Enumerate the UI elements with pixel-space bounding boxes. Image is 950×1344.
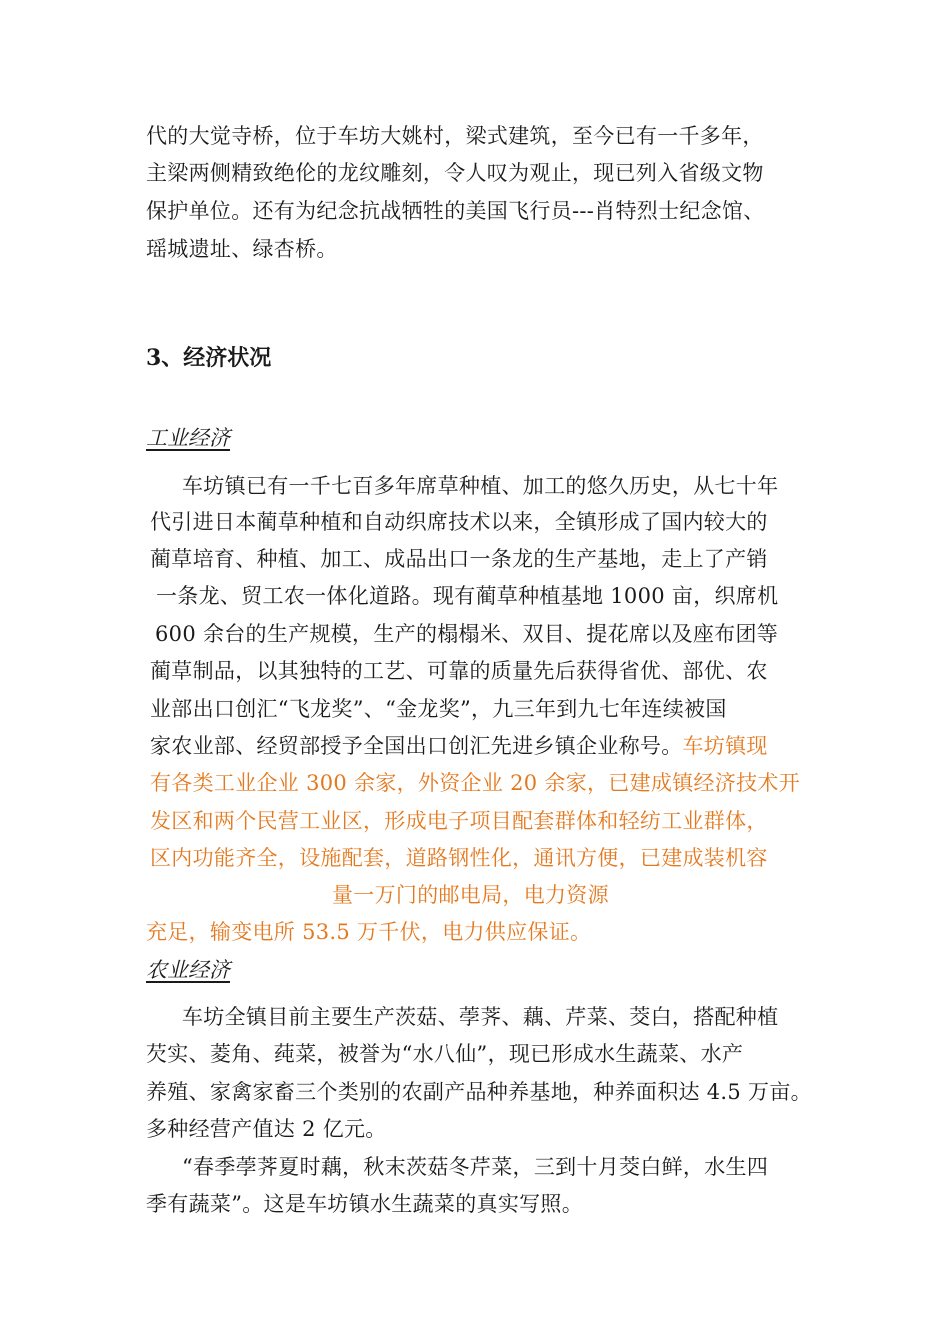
industry-line-3: 蔺草培育、种植、加工、成品出口一条龙的生产基地，走上了产销 (150, 547, 768, 571)
industry-highlight-line-3: 区内功能齐全，设施配套，道路钢性化，通讯方便，已建成装机容 (150, 846, 768, 870)
industry-line-8-text: 家农业部、经贸部授予全国出口创汇先进乡镇企业称号。 (150, 734, 683, 758)
industry-highlight-line-5: 充足，输变电所 53.5 万千伏，电力供应保证。 (146, 920, 592, 944)
intro-line-3: 保护单位。还有为纪念抗战牺牲的美国飞行员---肖特烈士纪念馆、 (146, 199, 765, 223)
industry-line-7: 业部出口创汇“飞龙奖”、“金龙奖”，九三年到九七年连续被国 (150, 697, 727, 721)
agriculture-line-2: 芡实、菱角、莼菜，被誉为“水八仙”，现已形成水生蔬菜、水产 (146, 1042, 744, 1066)
intro-line-1: 代的大觉寺桥，位于车坊大姚村，梁式建筑，至今已有一千多年， (146, 124, 764, 148)
industry-line-2: 代引进日本蔺草种植和自动织席技术以来，全镇形成了国内较大的 (150, 510, 768, 534)
industry-line-5: 600 余台的生产规模，生产的榻榻米、双目、提花席以及座布团等 (155, 622, 779, 646)
agriculture-line-3: 养殖、家禽家畜三个类别的农副产品种养基地，种养面积达 4.5 万亩。 (146, 1080, 812, 1104)
industry-highlight-line-1: 有各类工业企业 300 余家，外资企业 20 余家，已建成镇经济技术开 (150, 771, 801, 795)
intro-line-4: 瑶城遗址、绿杏桥。 (146, 237, 338, 261)
section-heading: 3、经济状况 (146, 345, 272, 371)
industry-highlight-line-2: 发区和两个民营工业区，形成电子项目配套群体和轻纺工业群体， (150, 809, 768, 833)
industry-line-8 (150, 734, 768, 758)
agriculture-line-5: “春季荸荠夏时藕，秋末茨菇冬芹菜，三到十月茭白鲜，水生四 (182, 1155, 769, 1179)
agriculture-line-4: 多种经营产值达 2 亿元。 (146, 1117, 387, 1141)
industry-heading: 工业经济 (146, 426, 230, 450)
industry-highlight-line-4: 量一万门的邮电局，电力资源 (332, 883, 609, 907)
agriculture-line-1: 车坊全镇目前主要生产茨菇、荸荠、藕、芹菜、茭白，搭配种植 (182, 1005, 779, 1029)
industry-line-8-highlight: 车坊镇现 (682, 734, 768, 758)
industry-line-1: 车坊镇已有一千七百多年席草种植、加工的悠久历史，从七十年 (182, 474, 779, 498)
intro-line-2: 主梁两侧精致绝伦的龙纹雕刻，令人叹为观止，现已列入省级文物 (146, 161, 764, 185)
industry-line-4: 一条龙、贸工农一体化道路。现有蔺草种植基地 1000 亩，织席机 (156, 584, 779, 608)
industry-line-6: 蔺草制品，以其独特的工艺、可靠的质量先后获得省优、部优、农 (150, 659, 768, 683)
agriculture-heading: 农业经济 (146, 958, 230, 982)
agriculture-line-6: 季有蔬菜”。这是车坊镇水生蔬菜的真实写照。 (146, 1192, 584, 1216)
